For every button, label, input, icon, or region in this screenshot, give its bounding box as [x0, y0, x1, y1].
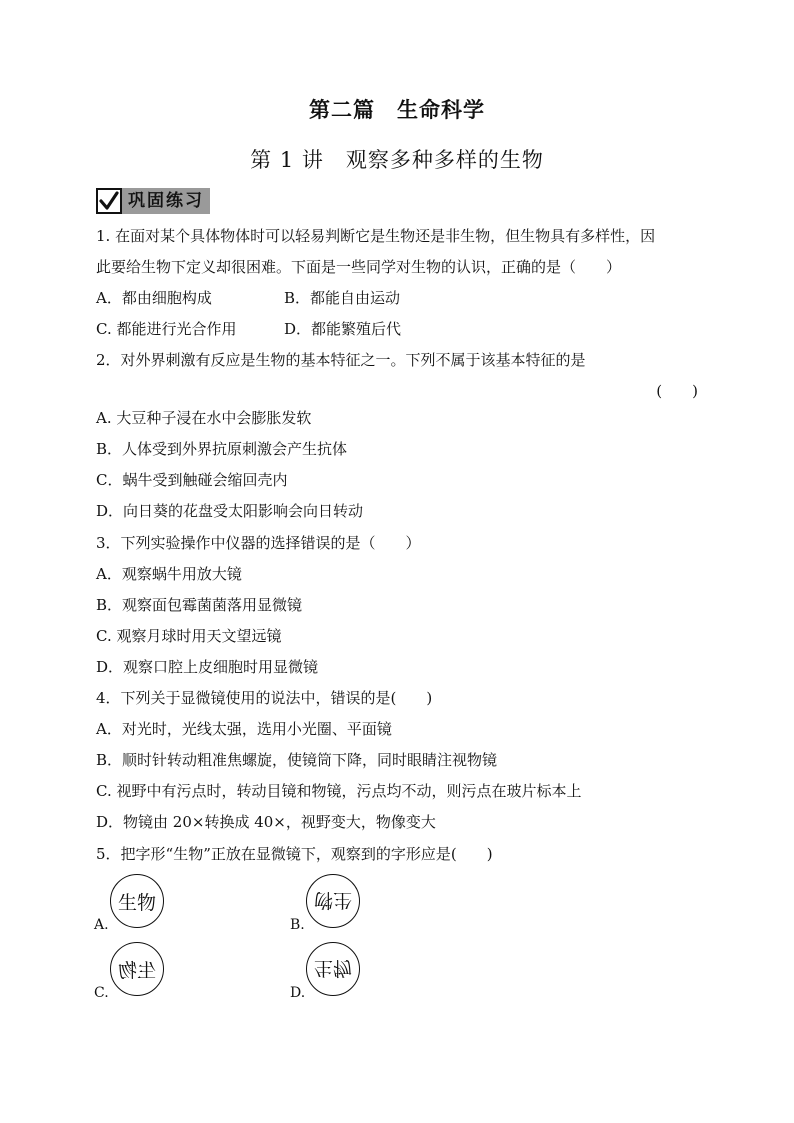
- checkmark-icon: [96, 188, 122, 214]
- question-2-option-a: A. 大豆种子浸在水中会膨胀发软: [96, 409, 312, 427]
- question-1-line-1: 1. 在面对某个具体物体时可以轻易判断它是生物还是非生物，但生物具有多样性，因: [96, 227, 656, 245]
- question-2-line-1: 2．对外界刺激有反应是生物的基本特征之一。下列不属于该基本特征的是: [96, 351, 586, 369]
- question-3-option-b: B．观察面包霉菌菌落用显微镜: [96, 596, 303, 614]
- option-a-letter: A.: [94, 917, 109, 933]
- question-4-option-d: D．物镜由 20×转换成 40×，视野变大，物像变大: [96, 813, 436, 831]
- option-a-text: 生物: [117, 891, 156, 914]
- question-3-option-d: D．观察口腔上皮细胞时用显微镜: [96, 658, 319, 676]
- option-c-text: 生物: [117, 959, 156, 982]
- option-b-circle: [306, 874, 360, 928]
- question-3-option-a: A．观察蜗牛用放大镜: [96, 565, 242, 583]
- option-d-text: 生物: [313, 956, 352, 979]
- option-b-letter: B.: [290, 917, 305, 933]
- question-2-option-d: D．向日葵的花盘受太阳影响会向日转动: [96, 502, 364, 520]
- lesson-title: 第 1 讲 观察多种多样的生物: [250, 148, 544, 172]
- question-1-option-b: B．都能自由运动: [284, 289, 401, 307]
- question-4-line-1: 4．下列关于显微镜使用的说法中，错误的是( ): [96, 689, 433, 707]
- question-2-option-b: B．人体受到外界抗原刺激会产生抗体: [96, 440, 348, 458]
- option-d-letter: D.: [290, 985, 306, 1001]
- question-4-option-b: B．顺时针转动粗准焦螺旋，使镜筒下降，同时眼睛注视物镜: [96, 751, 498, 769]
- page-title: 第二篇 生命科学: [309, 98, 485, 122]
- section-badge: [96, 188, 210, 214]
- option-b-text: 生物: [313, 888, 352, 911]
- question-2-option-c: C．蜗牛受到触碰会缩回壳内: [96, 471, 288, 489]
- question-1-line-2: 此要给生物下定义却很困难。下面是一些同学对生物的认识，正确的是（ ）: [96, 258, 622, 276]
- question-4-option-a: A．对光时，光线太强，选用小光圈、平面镜: [96, 720, 392, 738]
- section-label: 巩固练习: [122, 188, 210, 214]
- option-a-circle: [110, 874, 164, 928]
- question-1-option-c: C. 都能进行光合作用: [96, 320, 237, 338]
- question-4-option-c: C. 视野中有污点时，转动目镜和物镜，污点均不动，则污点在玻片标本上: [96, 782, 582, 800]
- question-2-answer-paren: ( ): [656, 382, 698, 400]
- question-1-option-a: A．都由细胞构成: [96, 289, 212, 307]
- option-c-letter: C.: [94, 985, 109, 1001]
- question-1-option-d: D．都能繁殖后代: [284, 320, 402, 338]
- option-d-circle: [306, 942, 360, 996]
- option-c-circle: [110, 942, 164, 996]
- question-5-line-1: 5．把字形“生物”正放在显微镜下，观察到的字形应是( ): [96, 845, 493, 863]
- question-3-line-1: 3．下列实验操作中仪器的选择错误的是（ ）: [96, 534, 421, 552]
- question-3-option-c: C. 观察月球时用天文望远镜: [96, 627, 282, 645]
